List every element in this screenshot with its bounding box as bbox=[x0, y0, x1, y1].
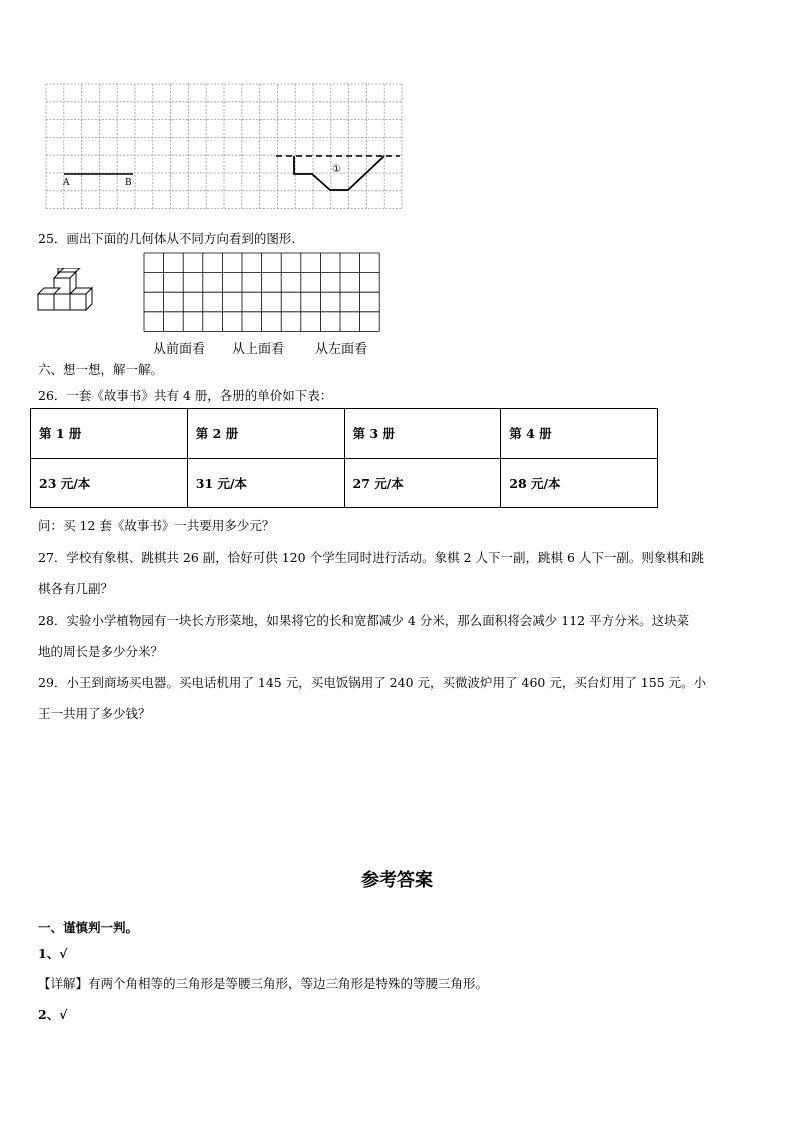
table-price-cell: 27 元/本 bbox=[344, 458, 501, 508]
table-row bbox=[31, 409, 658, 459]
view-label-left: 从左面看 bbox=[315, 342, 368, 357]
answers-title: 参考答案 bbox=[361, 870, 433, 891]
point-b-label: B bbox=[125, 178, 132, 188]
question-25: 25．画出下面的几何体从不同方向看到的图形. bbox=[38, 231, 296, 246]
answers-section-1: 一、谨慎判一判。 bbox=[38, 920, 139, 935]
view-label-front: 从前面看 bbox=[153, 342, 206, 357]
answer-1-detail: 【详解】有两个角相等的三角形是等腰三角形，等边三角形是特殊的等腰三角形。 bbox=[38, 976, 489, 991]
grid-figure-ab bbox=[44, 82, 404, 214]
question-26: 26．一套《故事书》共有 4 册，各册的单价如下表： bbox=[38, 388, 333, 403]
table-price-cell: 23 元/本 bbox=[31, 458, 188, 508]
price-table bbox=[30, 408, 658, 508]
question-27-line1: 27．学校有象棋、跳棋共 26 副，恰好可供 120 个学生同时进行活动。象棋 2 人下一副，跳棋 6 人下一副。则象棋和跳 bbox=[38, 550, 704, 565]
section-6-heading: 六、想一想，解一解。 bbox=[38, 362, 164, 377]
cube-solid-figure bbox=[36, 268, 108, 322]
table-header-cell: 第 1 册 bbox=[31, 409, 188, 459]
question-29-line1: 29．小王到商场买电器。买电话机用了 145 元，买电饭锅用了 240 元，买微波炉用了 460 元，买台灯用了 155 元。小 bbox=[38, 675, 707, 690]
answer-1: 1、√ bbox=[38, 946, 68, 961]
table-price-cell: 28 元/本 bbox=[501, 458, 658, 508]
question-29-line2: 王一共用了多少钱？ bbox=[38, 706, 151, 721]
view-label-top: 从上面看 bbox=[232, 342, 285, 357]
table-header-cell: 第 2 册 bbox=[187, 409, 344, 459]
table-row bbox=[31, 458, 658, 508]
shape-1-label: ① bbox=[332, 164, 341, 175]
question-28-line2: 地的周长是多少分米？ bbox=[38, 644, 164, 659]
question-28-line1: 28．实验小学植物园有一块长方形菜地，如果将它的长和宽都减少 4 分米，那么面积将会减少 112 平方分米。这块菜 bbox=[38, 613, 690, 628]
table-header-cell: 第 3 册 bbox=[344, 409, 501, 459]
table-price-cell: 31 元/本 bbox=[187, 458, 344, 508]
answer-2: 2、√ bbox=[38, 1007, 68, 1022]
point-a-label: A bbox=[63, 178, 70, 188]
views-drawing-grid bbox=[143, 252, 383, 334]
table-header-cell: 第 4 册 bbox=[501, 409, 658, 459]
question-27-line2: 棋各有几副？ bbox=[38, 581, 114, 596]
question-26-ask: 问：买 12 套《故事书》一共要用多少元？ bbox=[38, 518, 275, 533]
